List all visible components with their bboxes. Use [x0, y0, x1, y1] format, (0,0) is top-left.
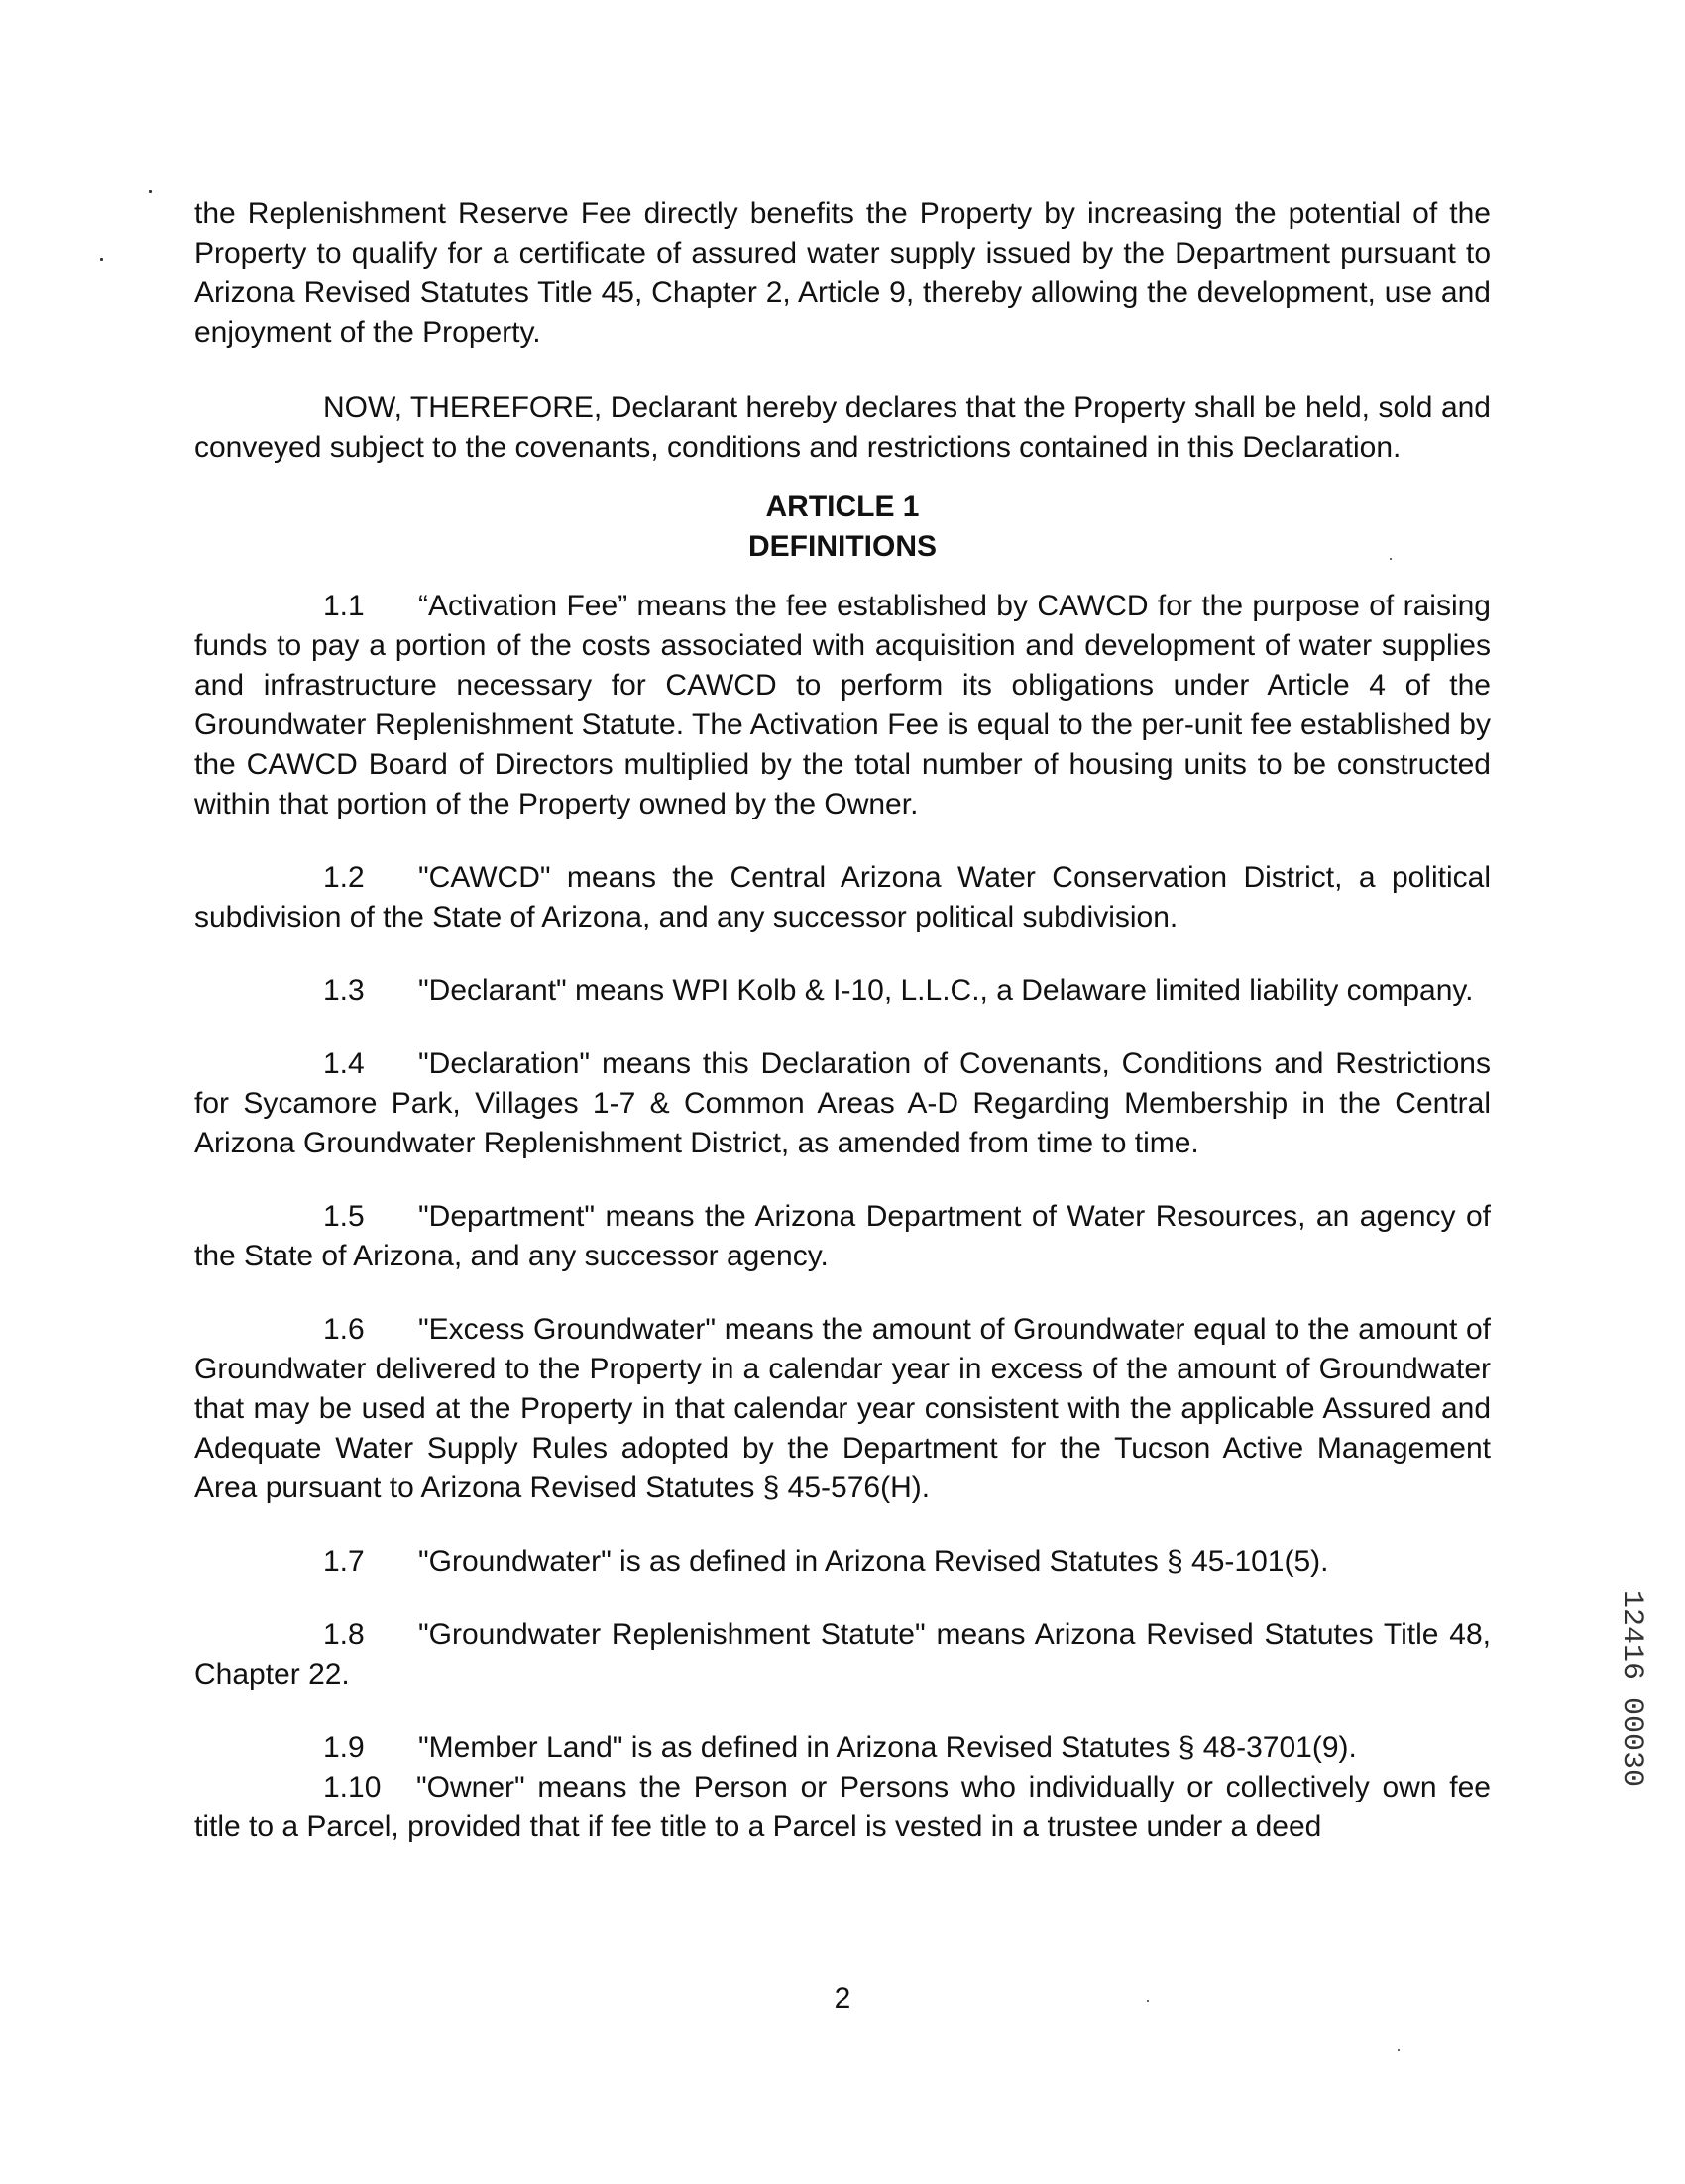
definition-number: 1.7: [323, 1545, 365, 1578]
definition-1-6: [194, 1310, 1491, 1508]
definition-text: "CAWCD" means the Central Arizona Water Conservation District, a political subdivision of the State of Arizona, and any successor political subdivision.: [194, 861, 1491, 933]
scan-speck: [149, 190, 152, 193]
definition-text: “Activation Fee” means the fee established by CAWCD for the purpose of raising funds to pay a portion of the costs associated with acquisition and development of water supplies and infrastructure necessary for CAWCD to perform its obligations under Article 4 of the Groundwater Replenishment Statute. The Activation Fee is equal to the per-unit fee established by the CAWCD Board of Directors multiplied by the total number of housing units to be constructed within that portion of the Property owned by the Owner.: [194, 590, 1491, 820]
recording-stamp: 12416 00030: [1615, 1590, 1648, 1788]
definition-text: "Excess Groundwater" means the amount of Groundwater equal to the amount of Groundwater delivered to the Property in a calendar year in excess of the amount of Groundwater that may be used at the Property in that calendar year consistent with the applicable Assured and Adequate Water Supply Rules adopted by the Department for the Tucson Active Management Area pursuant to Arizona Revised Statutes § 45-576(H).: [194, 1313, 1491, 1504]
definition-text: "Member Land" is as defined in Arizona Revised Statutes § 48-3701(9).: [418, 1731, 1357, 1764]
definition-1-5: [194, 1197, 1491, 1276]
definition-number: 1.4: [323, 1047, 365, 1080]
definition-text: "Department" means the Arizona Department of Water Resources, an agency of the State of Arizona, and any successor agency.: [194, 1200, 1491, 1272]
definition-1-9: [194, 1728, 1491, 1768]
definition-1-2: [194, 858, 1491, 937]
now-therefore-paragraph: NOW, THEREFORE, Declarant hereby declares that the Property shall be held, sold and conveyed subject to the covenants, conditions and restrictions contained in this Declaration.: [194, 391, 1491, 464]
definition-number: 1.3: [323, 974, 365, 1007]
definition-1-4: [194, 1044, 1491, 1163]
definition-text: "Declaration" means this Declaration of Covenants, Conditions and Restrictions for Sycamore Park, Villages 1-7 & Common Areas A-D Regarding Membership in the Central Arizona Groundwater Replenishment District, as amended from time to time.: [194, 1047, 1491, 1159]
article-subtitle: DEFINITIONS: [747, 530, 937, 563]
intro-paragraph: the Replenishment Reserve Fee directly benefits the Property by increasing the potential of the Property to qualify for a certificate of assured water supply issued by the Department pursuant to Arizona Revised Statutes Title 45, Chapter 2, Article 9, thereby allowing the development, use and enjoyment of the Property.: [194, 197, 1491, 349]
article-title: ARTICLE 1: [765, 491, 920, 523]
definition-text: "Groundwater Replenishment Statute" means Arizona Revised Statutes Title 48, Chapter 22.: [194, 1618, 1491, 1691]
definition-1-3: [194, 971, 1491, 1011]
definition-number: 1.10: [323, 1771, 382, 1803]
scan-speck: [1147, 2000, 1149, 2002]
definition-text: "Declarant" means WPI Kolb & I-10, L.L.C., a Delaware limited liability company.: [418, 974, 1474, 1007]
definition-number: 1.6: [323, 1313, 365, 1346]
definition-number: 1.8: [323, 1618, 365, 1651]
definition-number: 1.2: [323, 861, 365, 894]
document-body: [194, 194, 1491, 1847]
definition-number: 1.1: [323, 590, 365, 622]
definition-1-8: [194, 1615, 1491, 1694]
definition-1-7: [194, 1542, 1491, 1582]
definition-1-10: [194, 1768, 1491, 1847]
definition-number: 1.9: [323, 1731, 365, 1764]
definition-text: "Groundwater" is as defined in Arizona Revised Statutes § 45-101(5).: [418, 1545, 1329, 1578]
scan-speck: [1390, 558, 1392, 560]
definition-1-1: [194, 587, 1491, 824]
definition-number: 1.5: [323, 1200, 365, 1233]
page-number: 2: [834, 1982, 851, 2015]
definition-text: "Owner" means the Person or Persons who individually or collectively own fee title to a Parcel, provided that if fee title to a Parcel is vested in a trustee under a deed: [194, 1771, 1491, 1843]
scan-speck: [1398, 2049, 1400, 2051]
scan-speck: [100, 258, 103, 261]
